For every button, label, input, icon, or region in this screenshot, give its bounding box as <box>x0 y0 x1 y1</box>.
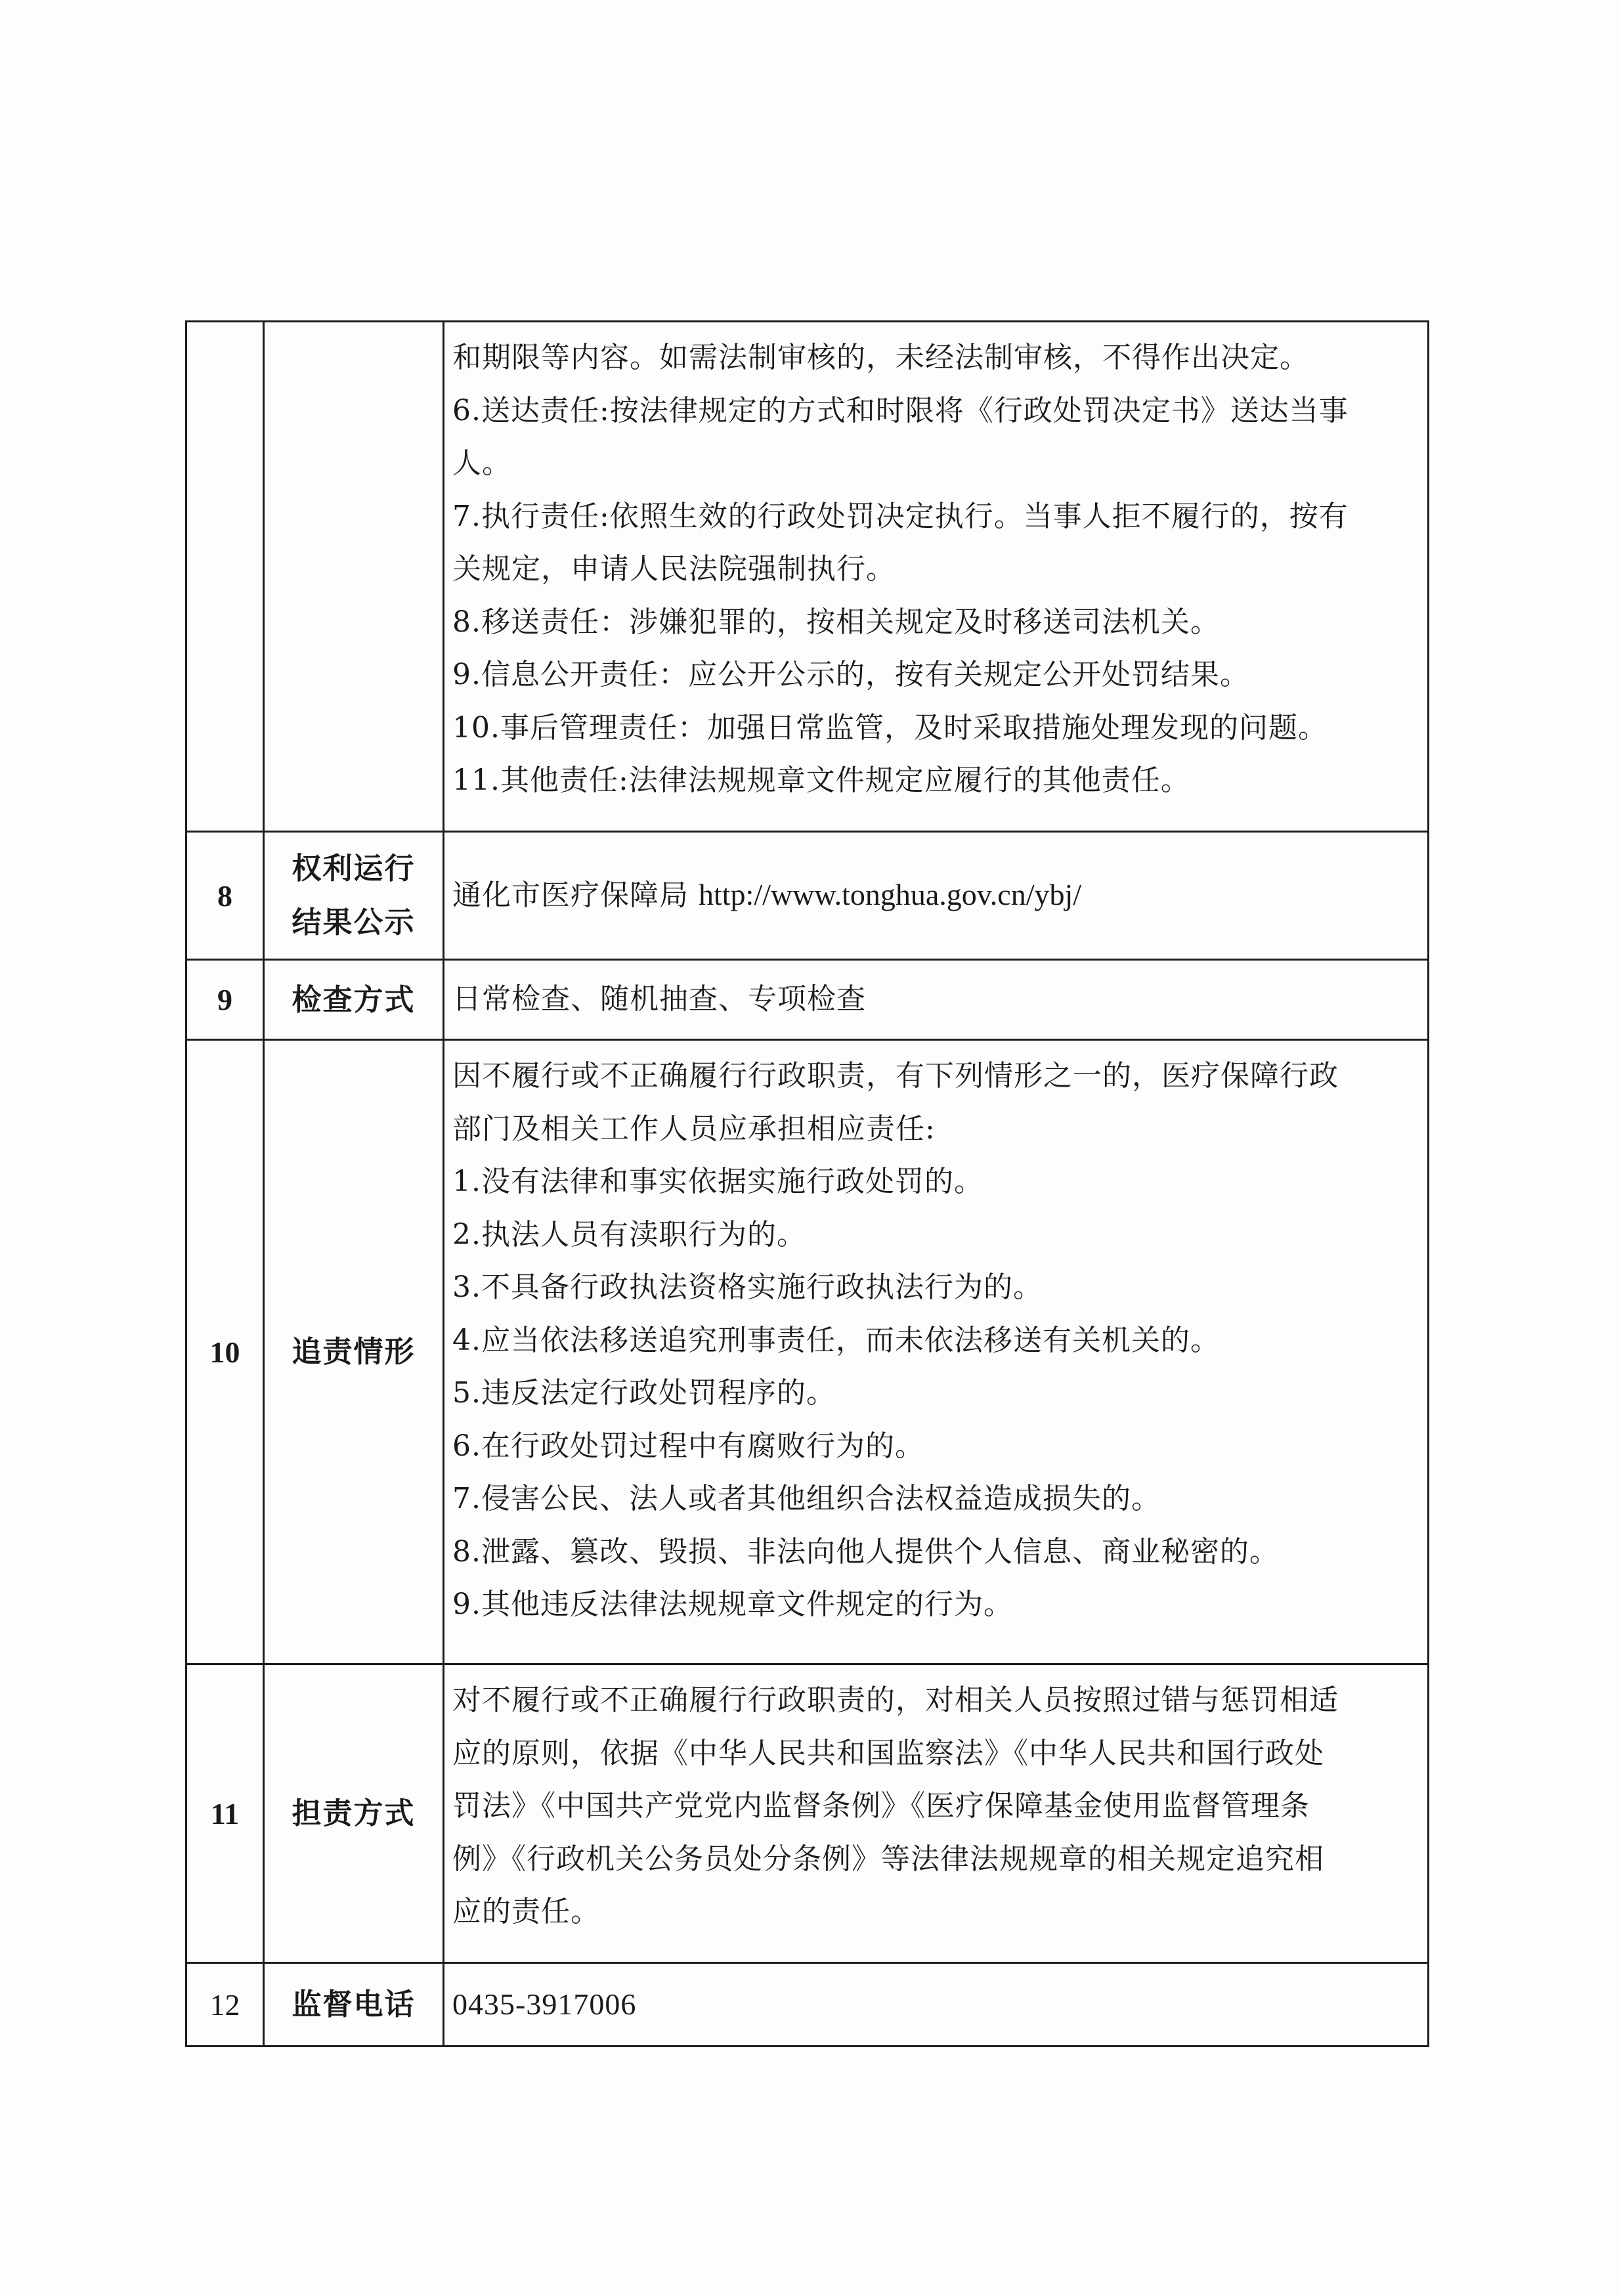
row-content <box>444 1963 1429 2047</box>
content-line: 日常检查、随机抽查、专项检查 <box>452 982 866 1016</box>
row-number: 10 <box>186 1040 264 1664</box>
supervision-phone: 0435-3917006 <box>452 1987 637 2021</box>
content-line: 5.违反法定行政处罚程序的。 <box>452 1376 836 1410</box>
content-line: 4.应当依法移送追究刑事责任，而未依法移送有关机关的。 <box>452 1323 1220 1357</box>
agency-url-link[interactable]: http://www.tonghua.gov.cn/ybj/ <box>699 878 1082 912</box>
content-line: 8.移送责任：涉嫌犯罪的，按相关规定及时移送司法机关。 <box>452 605 1220 639</box>
table-row-9 <box>186 960 1429 1040</box>
row-content <box>444 1664 1429 1963</box>
content-line: 9.信息公开责任：应公开公示的，按有关规定公开处罚结果。 <box>452 658 1249 691</box>
content-line: 6.送达责任:按法律规定的方式和时限将《行政处罚决定书》送达当事 <box>452 393 1349 427</box>
content-line: 应的责任。 <box>452 1895 600 1928</box>
content-line: 因不履行或不正确履行行政职责，有下列情形之一的，医疗保障行政 <box>452 1059 1339 1093</box>
content-line: 7.侵害公民、法人或者其他组织合法权益造成损失的。 <box>452 1482 1161 1515</box>
row-label: 监督电话 <box>264 1963 444 2047</box>
content-line: 11.其他责任:法律法规规章文件规定应履行的其他责任。 <box>452 764 1190 797</box>
agency-name: 通化市医疗保障局 <box>452 878 689 913</box>
row-label: 担责方式 <box>264 1664 444 1963</box>
content-line: 1.没有法律和事实依据实施行政处罚的。 <box>452 1165 983 1198</box>
content-line: 关规定，申请人民法院强制执行。 <box>452 552 896 586</box>
content-line: 7.执行责任:依照生效的行政处罚决定执行。当事人拒不履行的，按有 <box>452 499 1349 533</box>
table-row-continuation <box>186 322 1429 832</box>
table-row-12 <box>186 1963 1429 2047</box>
row-content <box>444 960 1429 1040</box>
content-line: 应的原则，依据《中华人民共和国监察法》《中华人民共和国行政处 <box>452 1736 1324 1770</box>
content-line: 9.其他违反法律法规规章文件规定的行为。 <box>452 1588 1013 1621</box>
content-line: 对不履行或不正确履行行政职责的，对相关人员按照过错与惩罚相适 <box>452 1683 1339 1717</box>
content-line: 6.在行政处罚过程中有腐败行为的。 <box>452 1429 924 1463</box>
row-number: 11 <box>186 1664 264 1963</box>
content-line: 部门及相关工作人员应承担相应责任: <box>452 1112 936 1146</box>
content-line: 人。 <box>452 446 511 480</box>
content-line: 3.不具备行政执法资格实施行政执法行为的。 <box>452 1270 1043 1304</box>
row-number: 9 <box>186 960 264 1040</box>
row-content <box>444 322 1429 832</box>
table-row-8 <box>186 832 1429 960</box>
content-line: 罚法》《中国共产党党内监督条例》《医疗保障基金使用监督管理条 <box>452 1789 1310 1823</box>
content-line: 2.执法人员有渎职行为的。 <box>452 1217 806 1251</box>
row-number: 12 <box>186 1963 264 2047</box>
table-row-11 <box>186 1664 1429 1963</box>
row-number: 8 <box>186 832 264 960</box>
row-label <box>264 832 444 960</box>
row-content <box>444 832 1429 960</box>
row-content <box>444 1040 1429 1664</box>
row-label: 追责情形 <box>264 1040 444 1664</box>
content-line: 例》《行政机关公务员处分条例》等法律法规规章的相关规定追究相 <box>452 1842 1324 1876</box>
table-row-10 <box>186 1040 1429 1664</box>
row-label: 检查方式 <box>264 960 444 1040</box>
content-line: 和期限等内容。如需法制审核的，未经法制审核，不得作出决定。 <box>452 341 1309 374</box>
responsibility-table <box>185 320 1429 2047</box>
row-label-line: 结果公示 <box>292 905 416 940</box>
row-number <box>186 322 264 832</box>
content-line: 8.泄露、篡改、毁损、非法向他人提供个人信息、商业秘密的。 <box>452 1534 1279 1569</box>
row-label <box>264 322 444 832</box>
content-line: 10.事后管理责任：加强日常监管，及时采取措施处理发现的问题。 <box>452 710 1328 745</box>
row-label-line: 权利运行 <box>292 851 416 886</box>
